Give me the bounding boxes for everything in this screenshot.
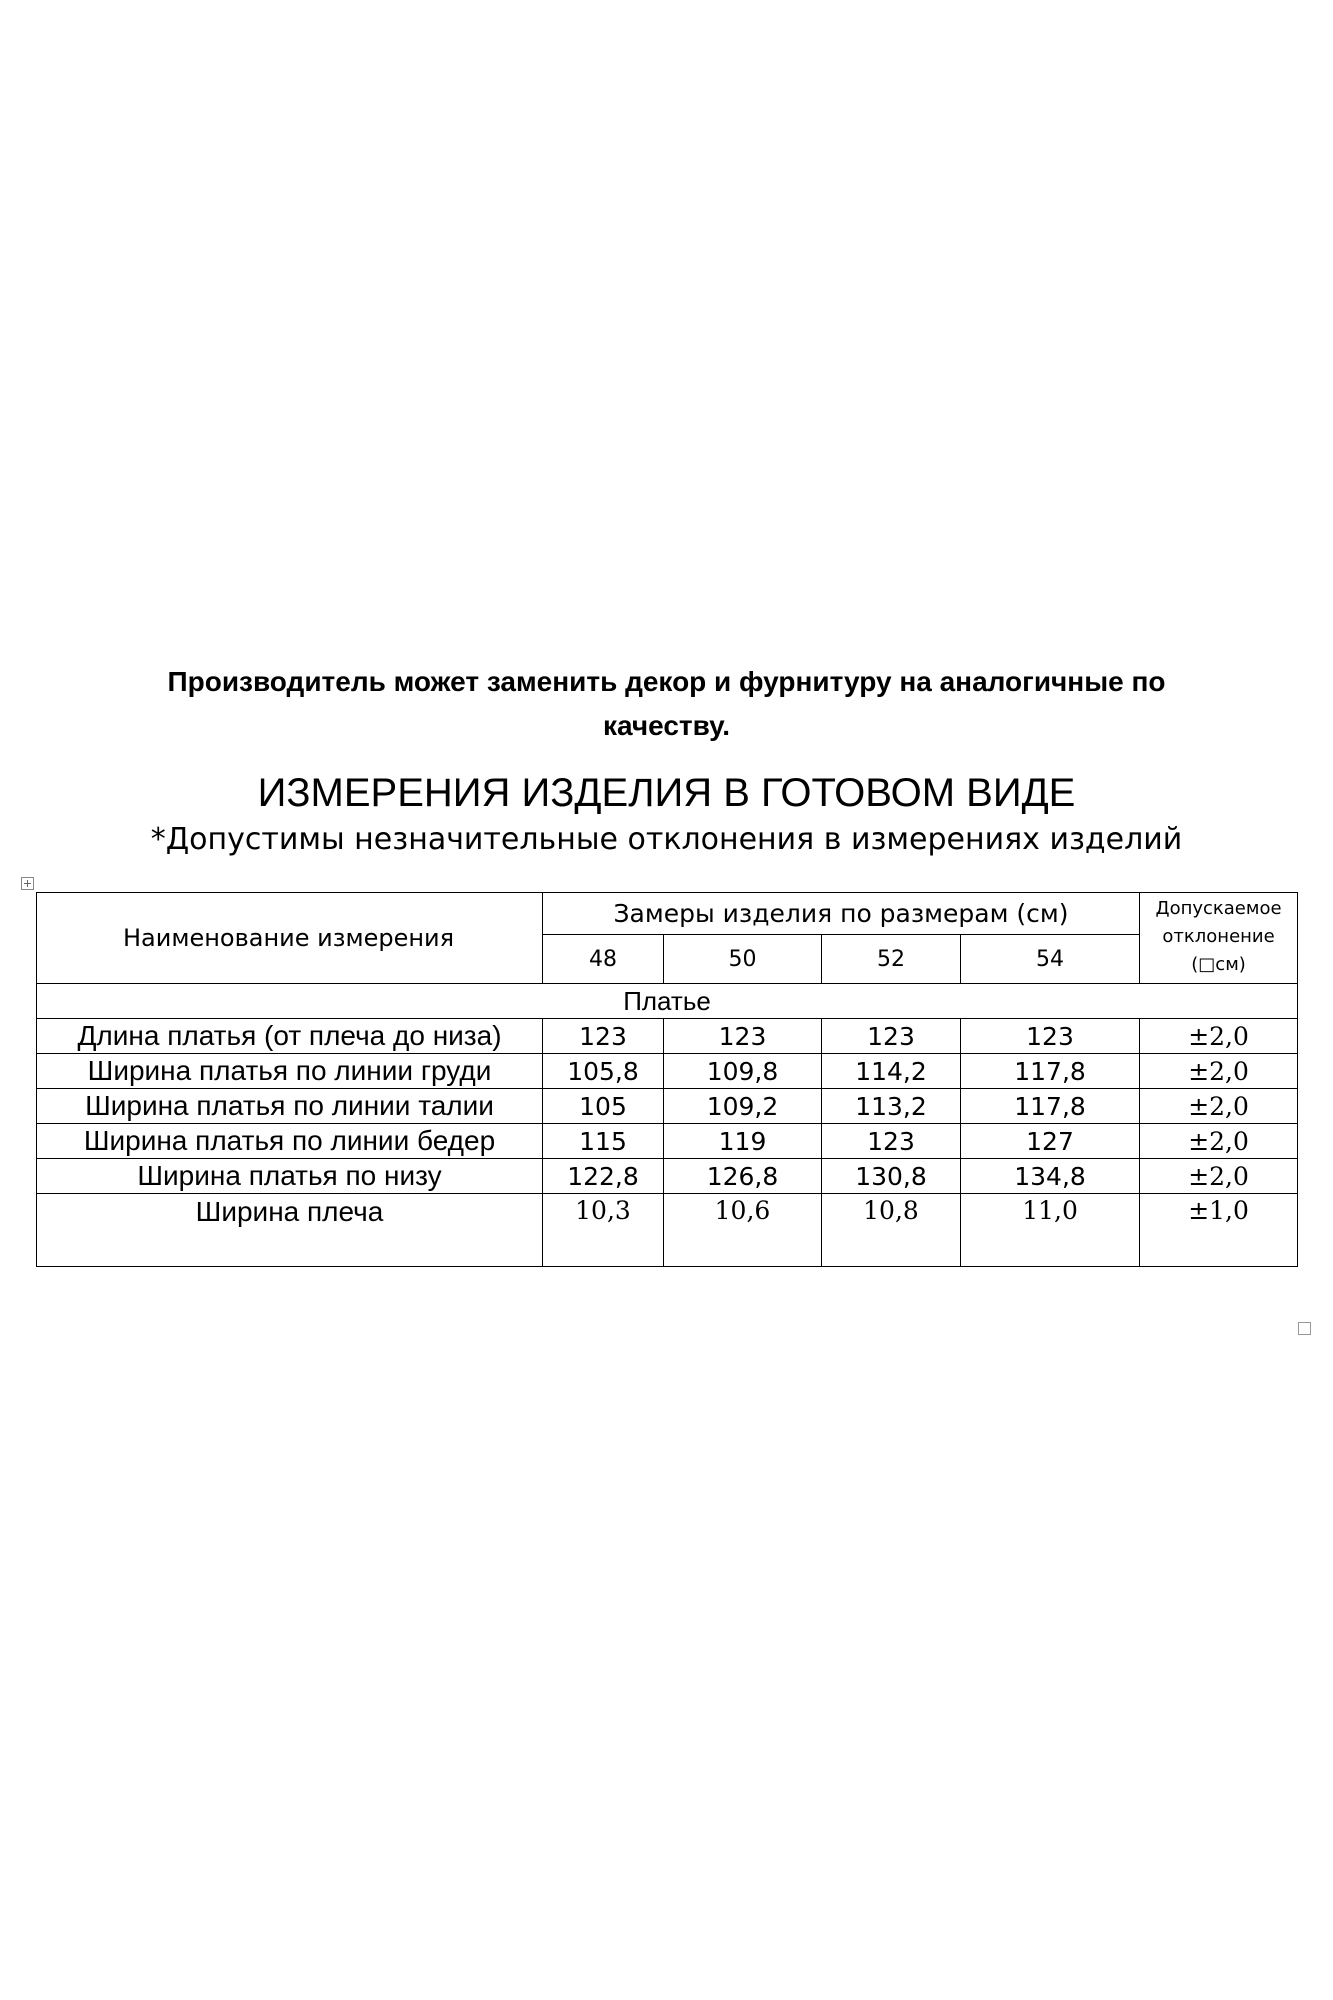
notice-line-2: качеству. (602, 710, 731, 741)
row-value: 105,8 (543, 1054, 664, 1089)
section-row (37, 984, 1298, 1019)
row-tolerance: ±2,0 (1140, 1054, 1298, 1089)
row-value: 134,8 (961, 1159, 1140, 1194)
page-subtitle: *Допустимы незначительные отклонения в измерениях изделий (150, 822, 1183, 857)
row-value: 113,2 (822, 1089, 961, 1124)
header-tolerance-line-1: Допускаемое (1155, 898, 1282, 919)
table-row (37, 1159, 1298, 1194)
table-row (37, 1054, 1298, 1089)
row-value: 117,8 (961, 1089, 1140, 1124)
header-sizes: Замеры изделия по размерам (см) (543, 893, 1140, 935)
table-header-row (37, 893, 1298, 935)
row-name: Ширина плеча (37, 1194, 543, 1267)
row-value: 114,2 (822, 1054, 961, 1089)
row-tolerance: ±2,0 (1140, 1089, 1298, 1124)
table-row (37, 1019, 1298, 1054)
section-label: Платье (37, 984, 1298, 1019)
row-name: Ширина платья по линии груди (37, 1054, 543, 1089)
table-resize-handle-icon[interactable] (1298, 1322, 1311, 1335)
row-name: Ширина платья по низу (37, 1159, 543, 1194)
row-value: 126,8 (664, 1159, 822, 1194)
row-value: 122,8 (543, 1159, 664, 1194)
row-value: 10,8 (822, 1194, 961, 1267)
row-value: 123 (822, 1124, 961, 1159)
page-title: ИЗМЕРЕНИЯ ИЗДЕЛИЯ В ГОТОВОМ ВИДЕ (257, 771, 1076, 815)
row-value: 109,2 (664, 1089, 822, 1124)
table-move-handle-icon[interactable] (21, 877, 34, 890)
row-value: 123 (961, 1019, 1140, 1054)
row-value: 119 (664, 1124, 822, 1159)
row-value: 105 (543, 1089, 664, 1124)
header-measurement-name: Наименование измерения (37, 893, 543, 984)
row-tolerance: ±2,0 (1140, 1019, 1298, 1054)
row-value: 130,8 (822, 1159, 961, 1194)
row-tolerance: ±2,0 (1140, 1159, 1298, 1194)
row-value: 10,6 (664, 1194, 822, 1267)
notice-line-1: Производитель может заменить декор и фурнитуру на аналогичные по (167, 666, 1166, 697)
row-value: 109,8 (664, 1054, 822, 1089)
size-54: 54 (961, 935, 1140, 984)
row-tolerance: ±2,0 (1140, 1124, 1298, 1159)
row-value: 123 (664, 1019, 822, 1054)
header-tolerance-line-3: (□см) (1191, 954, 1246, 975)
row-value: 127 (961, 1124, 1140, 1159)
row-value: 117,8 (961, 1054, 1140, 1089)
size-50: 50 (664, 935, 822, 984)
row-name: Длина платья (от плеча до низа) (37, 1019, 543, 1054)
size-52: 52 (822, 935, 961, 984)
row-value: 11,0 (961, 1194, 1140, 1267)
row-value: 123 (822, 1019, 961, 1054)
measurements-table (36, 892, 1298, 1267)
header-tolerance (1140, 893, 1298, 984)
size-48: 48 (543, 935, 664, 984)
table-row (37, 1124, 1298, 1159)
row-value: 10,3 (543, 1194, 664, 1267)
row-name: Ширина платья по линии талии (37, 1089, 543, 1124)
row-value: 115 (543, 1124, 664, 1159)
table-row (37, 1194, 1298, 1267)
table-row (37, 1089, 1298, 1124)
notice-text (0, 660, 1333, 748)
row-value: 123 (543, 1019, 664, 1054)
header-tolerance-line-2: отклонение (1162, 926, 1275, 947)
row-name: Ширина платья по линии бедер (37, 1124, 543, 1159)
row-tolerance: ±1,0 (1140, 1194, 1298, 1267)
